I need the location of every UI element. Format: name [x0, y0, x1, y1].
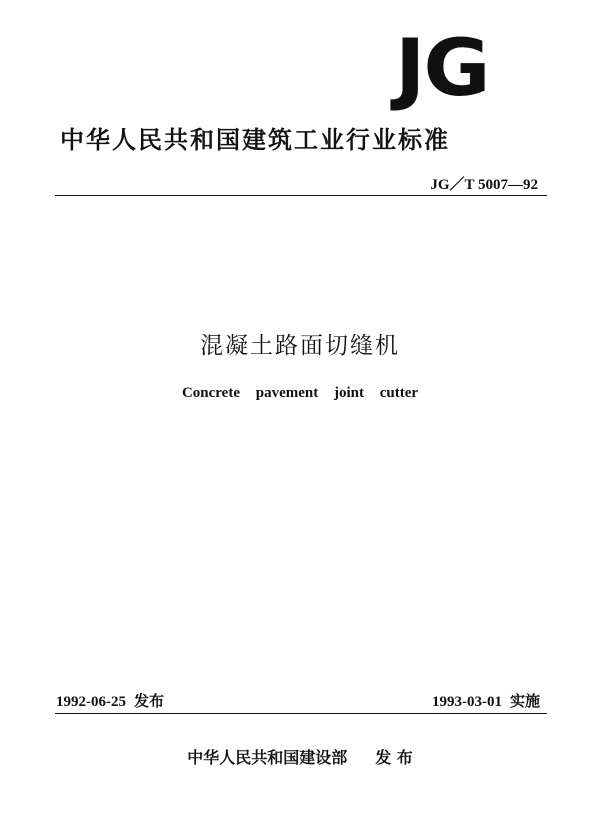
release-date: 1992-06-25: [56, 694, 126, 710]
standard-code: JG／T 5007—92: [430, 177, 538, 193]
publisher-line: [0, 745, 600, 768]
release-label: 发布: [134, 692, 165, 710]
release-line: [56, 690, 164, 711]
document-title-zh: 混凝土路面切缝机: [200, 333, 400, 359]
publisher-label: 发 布: [375, 748, 413, 767]
issuer-title: 中华人民共和国建筑工业行业标准: [60, 126, 450, 154]
jg-logo: JG: [395, 24, 489, 114]
implement-line: [432, 690, 540, 711]
document-title-en: Concrete pavement joint cutter: [181, 385, 419, 401]
implement-date: 1993-03-01: [431, 694, 502, 710]
bottom-divider: [55, 713, 547, 714]
publisher-name: 中华人民共和国建设部: [187, 748, 348, 767]
top-divider: [55, 195, 547, 196]
implement-label: 实施: [509, 692, 540, 710]
